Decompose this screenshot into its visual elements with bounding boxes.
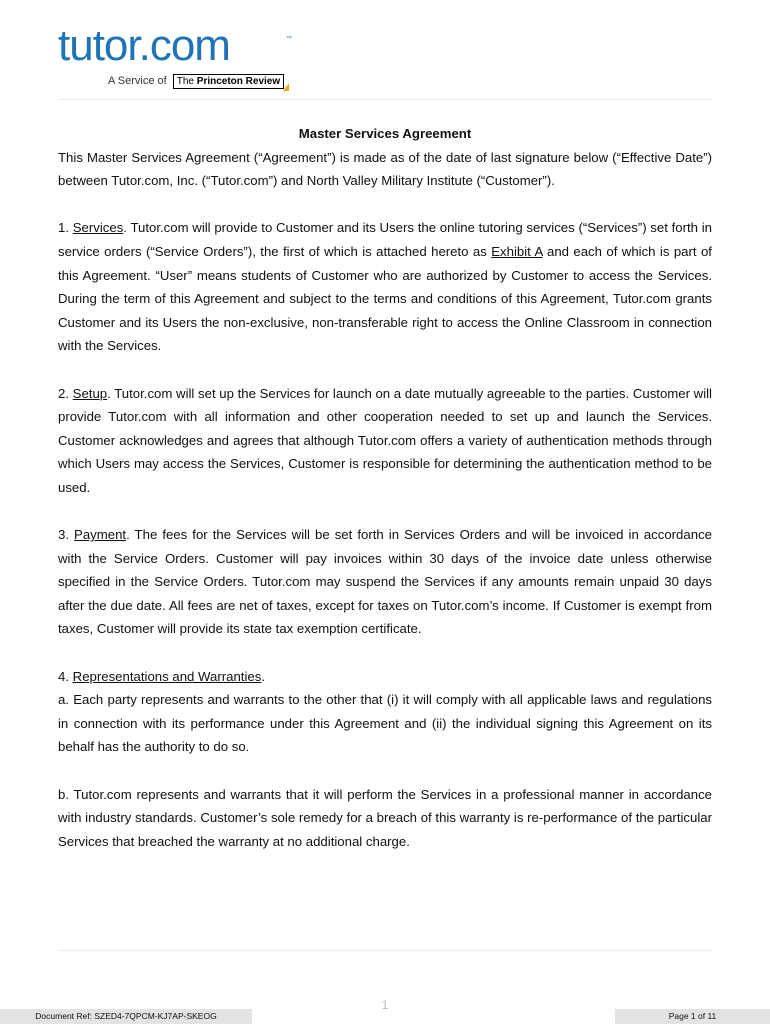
princeton-corner-icon xyxy=(283,83,289,91)
setup-heading: Setup xyxy=(72,385,108,401)
footer-divider xyxy=(58,950,712,951)
logo-trademark: ™ xyxy=(286,36,292,42)
section-payment: 3. Payment. The fees for the Services will be set forth in Services Orders and will be invoiced in accordance with the Service Orders. Customer will pay invoices within 30 days of the invoice date unless otherwise specified in the Service Orders. Tutor.com may suspend the Services if any amounts remain unpaid 30 days after the due date. All fees are net of taxes, except for taxes on Tutor.com’s income. If Customer is exempt from taxes, Customer will provide its state tax exemption certificate. xyxy=(58,527,712,637)
header-divider xyxy=(58,99,712,100)
page-count: Page 1 of 11 xyxy=(615,1009,770,1024)
exhibit-a-reference: Exhibit A xyxy=(491,243,543,259)
services-heading: Services xyxy=(72,220,124,236)
service-of-line xyxy=(108,74,284,89)
document-reference: Document Ref: SZED4-7QPCM-KJ7AP-SKEOG xyxy=(0,1009,252,1024)
representations-heading: Representations and Warranties xyxy=(72,668,262,684)
document-body xyxy=(58,122,712,853)
page-number: 1 xyxy=(381,998,389,1012)
service-of-text: A Service of xyxy=(108,75,167,87)
section-services: 1. Services. Tutor.com will provide to Customer and its Users the online tutoring services (“Services”) set forth in service orders (“Service Orders”), the first of which is attached hereto as Exhibit A and each of which is part of this Agreement. “User” means students of Customer who are authorized by Customer to access the Services. During the term of this Agreement and subject to the terms and conditions of this Agreement, Tutor.com grants Customer and its Users the non-exclusive, non-transferable right to access the Online Classroom in connection with the Services. xyxy=(58,220,712,354)
princeton-review-logo xyxy=(173,74,284,89)
tutor-com-logo xyxy=(58,22,303,94)
section-representations-heading: 4. Representations and Warranties. xyxy=(58,668,265,684)
representations-clause-b: b. Tutor.com represents and warrants that it will perform the Services in a professional manner in accordance with industry standards. Customer’s sole remedy for a breach of this warranty is re-performance of the particular Services that breached the warranty at no additional charge. xyxy=(58,786,712,849)
document-title: Master Services Agreement xyxy=(298,126,472,141)
payment-heading: Payment xyxy=(74,527,127,543)
representations-clause-a: a. Each party represents and warrants to the other that (i) it will comply with all applicable laws and regulations in connection with its performance under this Agreement and (ii) the individual signing this Agreement on its behalf has the authority to do so. xyxy=(58,692,712,755)
princeton-the: The xyxy=(176,76,194,87)
intro-paragraph: This Master Services Agreement (“Agreement”) is made as of the date of last signature below (“Effective Date”) between Tutor.com, Inc. (“Tutor.com”) and North Valley Military Institute (“Customer”). xyxy=(58,149,712,189)
princeton-name: Princeton Review xyxy=(196,76,281,87)
section-setup: 2. Setup. Tutor.com will set up the Services for launch on a date mutually agreeable to the parties. Customer will provide Tutor.com with all information and other cooperation needed to set up and launch the Services. Customer acknowledges and agrees that although Tutor.com offers a variety of authentication methods through which Users may access the Services, Customer is responsible for determining the authentication method to be used. xyxy=(58,385,712,495)
logo-wordmark: tutor.com xyxy=(58,21,230,70)
